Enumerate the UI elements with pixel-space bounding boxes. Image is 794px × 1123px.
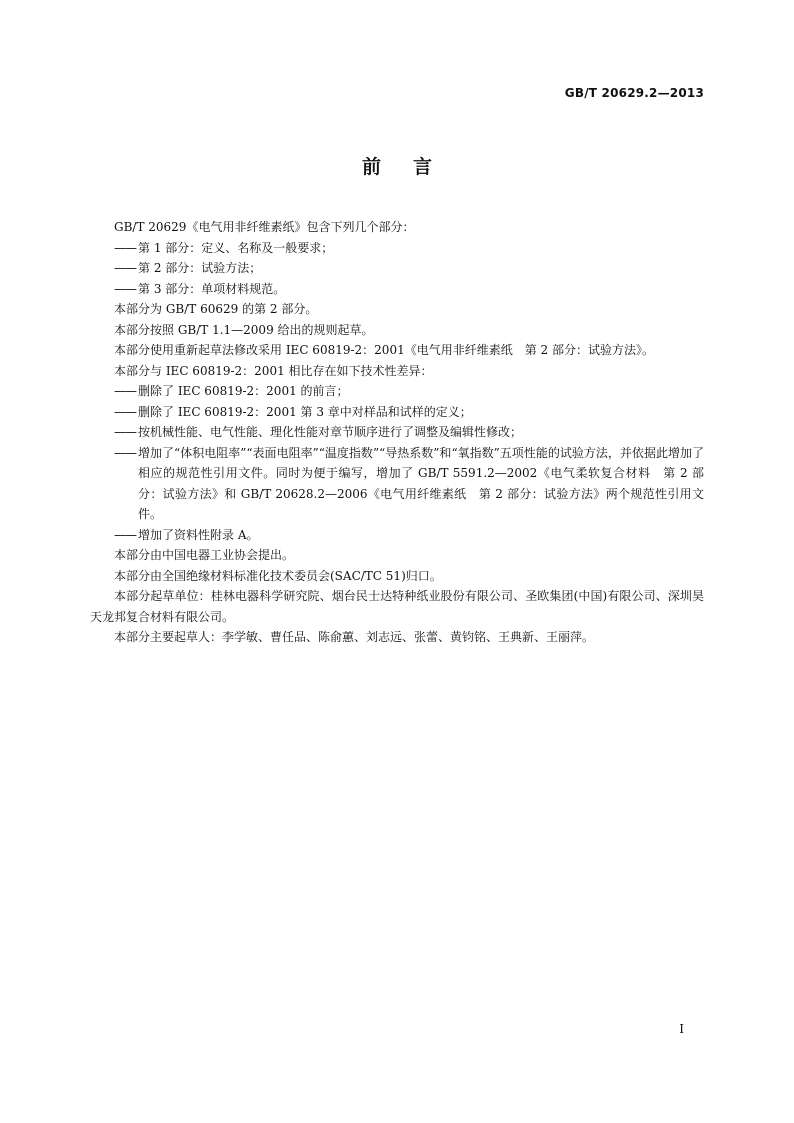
list-item-text: 第 3 部分：单项材料规范。 (138, 281, 286, 296)
foreword-body (90, 217, 704, 648)
paragraph-drafters: 本部分主要起草人：李学敏、曹任品、陈俞蕙、刘志远、张蕾、黄钧铭、王典新、王丽萍。 (114, 630, 595, 644)
paragraph-intro: GB/T 20629《电气用非纤维素纸》包含下列几个部分： (114, 220, 415, 234)
paragraph-drafting-rules: 本部分按照 GB/T 1.1—2009 给出的规则起草。 (114, 322, 374, 337)
dash-mark: —— (114, 240, 136, 255)
list-item-text: 按机械性能、电气性能、理化性能对章节顺序进行了调整及编辑性修改； (138, 425, 523, 439)
list-item-part-3 (90, 279, 704, 300)
dash-mark: —— (114, 527, 136, 542)
dash-mark: —— (114, 425, 136, 439)
list-item-text: 第 2 部分：试验方法； (138, 261, 262, 275)
list-item-text: 删除了 IEC 60819-2：2001 第 3 章中对样品和试样的定义； (138, 404, 472, 419)
list-item-difference-4 (90, 443, 704, 525)
list-item-text: 增加了“体积电阻率”“表面电阻率”“温度指数”“导热系数”和“氧指数”五项性能的试验方法，并依据此增加了相应的规范性引用文件。同时为便于编写，增加了 GB/T 5591.2—2002《电气柔软复合材料 第 2 部分：试验方法》和 GB/T 20628.2—2006《电气用纤维素纸 第 2 部分：试验方法》两个规范性引用文件。 (138, 445, 704, 521)
list-item-text: 增加了资料性附录 A。 (138, 527, 259, 542)
page-title: 前言 (361, 156, 464, 178)
list-item-difference-1 (90, 381, 704, 402)
dash-mark: —— (114, 445, 136, 460)
list-item-difference-2 (90, 402, 704, 423)
dash-mark: —— (114, 384, 136, 398)
dash-mark: —— (114, 261, 136, 275)
list-item-text: 删除了 IEC 60819-2：2001 的前言； (138, 384, 349, 398)
paragraph-drafting-units: 本部分起草单位：桂林电器科学研究院、烟台民士达特种纸业股份有限公司、圣欧集团(中国)有限公司、深圳昊天龙邦复合材料有限公司。 (90, 589, 704, 624)
list-item-part-2 (90, 258, 704, 279)
paragraph-part-statement: 本部分为 GB/T 60629 的第 2 部分。 (114, 302, 318, 316)
standard-number: GB/T 20629.2—2013 (564, 86, 704, 100)
paragraph-adoption: 本部分使用重新起草法修改采用 IEC 60819-2：2001《电气用非纤维素纸 第 2 部分：试验方法》。 (114, 343, 654, 357)
list-item-part-1 (90, 238, 704, 259)
paragraph-differences-intro: 本部分与 IEC 60819-2：2001 相比存在如下技术性差异： (114, 363, 433, 378)
dash-mark: —— (114, 281, 136, 296)
dash-mark: —— (114, 404, 136, 419)
paragraph-centralized-by: 本部分由全国绝缘材料标准化技术委员会(SAC/TC 51)归口。 (114, 568, 442, 583)
page-number: I (679, 1022, 684, 1036)
list-item-text: 第 1 部分：定义、名称及一般要求； (138, 240, 334, 255)
list-item-difference-5 (90, 525, 704, 546)
list-item-difference-3 (90, 422, 704, 443)
paragraph-proposed-by: 本部分由中国电器工业协会提出。 (114, 548, 295, 562)
